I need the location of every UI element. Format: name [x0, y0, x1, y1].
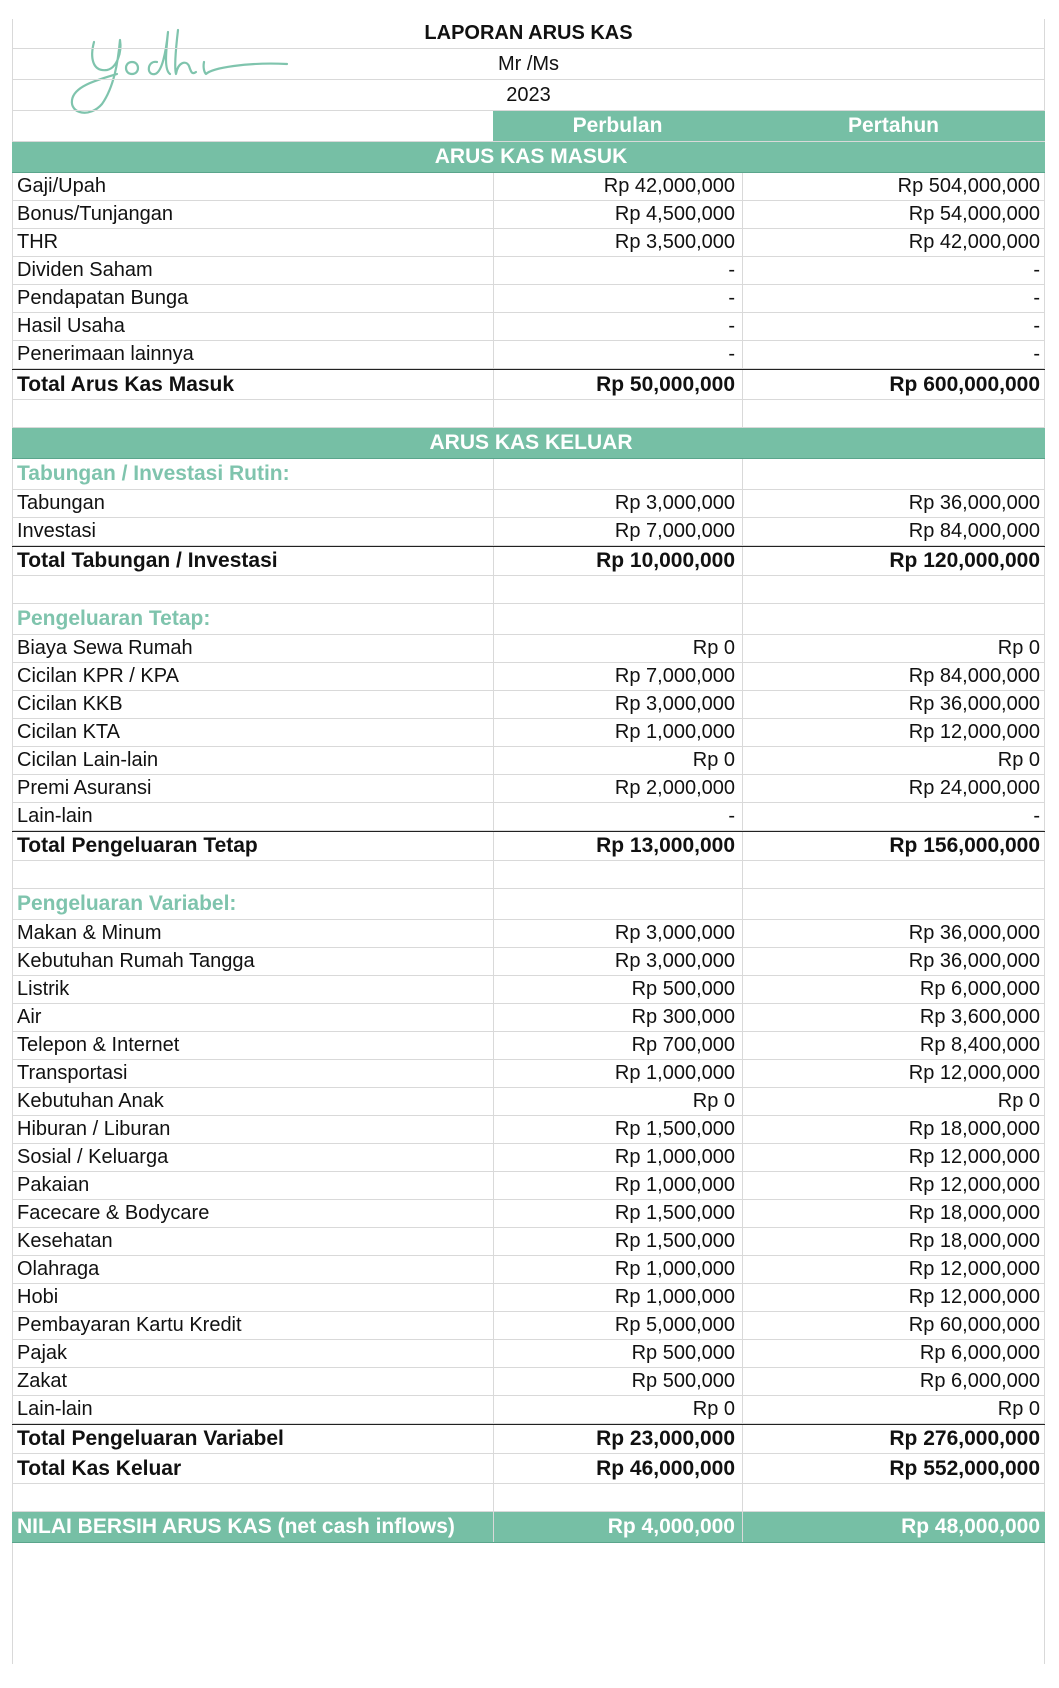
- row-year-value: -: [1033, 805, 1040, 827]
- row-year-value: Rp 36,000,000: [908, 950, 1040, 972]
- table-row: [12, 976, 1045, 1004]
- row-year-value: Rp 8,400,000: [919, 1034, 1040, 1056]
- row-year-value: -: [1033, 315, 1040, 337]
- net-cash-flow-row: [12, 1512, 1045, 1543]
- table-row: [12, 1396, 1045, 1424]
- table-row: [12, 1200, 1045, 1228]
- table-row: [12, 691, 1045, 719]
- report-year: 2023: [506, 83, 551, 106]
- section-header-outflow: [12, 428, 1045, 459]
- row-label: Investasi: [17, 520, 96, 542]
- row-month-value: Rp 0: [692, 637, 735, 659]
- column-divider: [493, 459, 494, 489]
- row-year-value: Rp 42,000,000: [908, 231, 1040, 253]
- total-row-inflow: [12, 369, 1045, 400]
- row-year-value: Rp 0: [997, 749, 1040, 771]
- row-year-value: Rp 12,000,000: [908, 721, 1040, 743]
- subsection-title-savings: Tabungan / Investasi Rutin:: [17, 462, 290, 485]
- subsection-variable: [12, 889, 1045, 920]
- row-month-value: Rp 50,000,000: [596, 372, 735, 396]
- table-row: [12, 313, 1045, 341]
- table-row: [12, 1144, 1045, 1172]
- column-divider: [493, 576, 494, 603]
- report-title-row: [12, 19, 1045, 49]
- row-label: Cicilan Lain-lain: [17, 749, 159, 771]
- row-label: Sosial / Keluarga: [17, 1146, 169, 1168]
- row-month-value: Rp 0: [692, 1398, 735, 1420]
- column-header-row: [12, 111, 1045, 142]
- row-label: Bonus/Tunjangan: [17, 203, 174, 225]
- table-row: [12, 635, 1045, 663]
- row-year-value: Rp 18,000,000: [908, 1202, 1040, 1224]
- column-header-month: Perbulan: [493, 111, 742, 141]
- row-month-value: -: [728, 287, 735, 309]
- row-month-value: Rp 1,000,000: [614, 1146, 735, 1168]
- report-title: LAPORAN ARUS KAS: [424, 22, 633, 44]
- row-month-value: Rp 10,000,000: [596, 549, 735, 572]
- row-year-value: Rp 36,000,000: [908, 492, 1040, 514]
- table-row: [12, 257, 1045, 285]
- row-year-value: Rp 120,000,000: [889, 549, 1040, 572]
- net-year-value: Rp 48,000,000: [901, 1515, 1040, 1538]
- row-month-value: Rp 46,000,000: [596, 1456, 735, 1480]
- report-year-row: [12, 80, 1045, 111]
- column-divider: [493, 889, 494, 919]
- net-label: NILAI BERSIH ARUS KAS (net cash inflows): [17, 1515, 455, 1538]
- row-year-value: Rp 24,000,000: [908, 777, 1040, 799]
- row-month-value: Rp 0: [692, 1090, 735, 1112]
- row-month-value: Rp 300,000: [631, 1006, 735, 1028]
- table-row: [12, 663, 1045, 691]
- row-label: Total Pengeluaran Variabel: [17, 1427, 284, 1450]
- row-month-value: Rp 3,000,000: [614, 950, 735, 972]
- row-month-value: Rp 7,000,000: [614, 520, 735, 542]
- row-label: THR: [17, 231, 59, 253]
- row-month-value: Rp 2,000,000: [614, 777, 735, 799]
- row-month-value: -: [728, 343, 735, 365]
- blank-row: [12, 1484, 1045, 1512]
- row-label: Cicilan KTA: [17, 721, 120, 743]
- total-row-outflow: [12, 1454, 1045, 1484]
- row-year-value: -: [1033, 259, 1040, 281]
- row-year-value: Rp 54,000,000: [908, 203, 1040, 225]
- total-row-fixed: [12, 831, 1045, 861]
- row-year-value: Rp 156,000,000: [889, 834, 1040, 857]
- row-month-value: Rp 500,000: [631, 978, 735, 1000]
- row-year-value: Rp 84,000,000: [908, 665, 1040, 687]
- row-label: Biaya Sewa Rumah: [17, 637, 193, 659]
- row-label: Cicilan KKB: [17, 693, 123, 715]
- row-year-value: -: [1033, 287, 1040, 309]
- subsection-title-fixed: Pengeluaran Tetap:: [17, 607, 211, 630]
- row-label: Cicilan KPR / KPA: [17, 665, 179, 687]
- subsection-savings: [12, 459, 1045, 490]
- row-month-value: Rp 500,000: [631, 1370, 735, 1392]
- column-header-year: Pertahun: [742, 111, 1045, 141]
- row-month-value: Rp 0: [692, 749, 735, 771]
- row-label: Total Arus Kas Masuk: [17, 372, 235, 396]
- column-divider: [493, 604, 494, 634]
- column-divider: [742, 604, 743, 634]
- column-divider: [742, 576, 743, 603]
- row-label: Transportasi: [17, 1062, 128, 1084]
- row-label: Pembayaran Kartu Kredit: [17, 1314, 242, 1336]
- table-row: [12, 1256, 1045, 1284]
- row-label: Telepon & Internet: [17, 1034, 180, 1056]
- row-label: Kesehatan: [17, 1230, 113, 1252]
- table-row: [12, 803, 1045, 831]
- row-year-value: Rp 36,000,000: [908, 922, 1040, 944]
- report-name: Mr /Ms: [497, 52, 560, 75]
- table-row: [12, 173, 1045, 201]
- row-year-value: Rp 36,000,000: [908, 693, 1040, 715]
- row-year-value: Rp 6,000,000: [919, 1342, 1040, 1364]
- row-year-value: Rp 0: [997, 1398, 1040, 1420]
- row-month-value: Rp 3,000,000: [614, 693, 735, 715]
- row-year-value: Rp 6,000,000: [919, 1370, 1040, 1392]
- row-month-value: Rp 3,500,000: [614, 231, 735, 253]
- column-divider: [493, 400, 494, 427]
- row-month-value: Rp 1,000,000: [614, 721, 735, 743]
- row-year-value: -: [1033, 343, 1040, 365]
- row-year-value: Rp 12,000,000: [908, 1286, 1040, 1308]
- row-month-value: Rp 3,000,000: [614, 922, 735, 944]
- row-label: Dividen Saham: [17, 259, 153, 281]
- section-header-inflow: [12, 142, 1045, 173]
- column-divider: [742, 1484, 743, 1511]
- row-label: Pajak: [17, 1342, 68, 1364]
- table-row: [12, 920, 1045, 948]
- row-month-value: Rp 5,000,000: [614, 1314, 735, 1336]
- column-divider: [493, 861, 494, 888]
- row-label: Kebutuhan Anak: [17, 1090, 164, 1112]
- row-month-value: -: [728, 259, 735, 281]
- row-month-value: Rp 1,500,000: [614, 1118, 735, 1140]
- row-label: Makan & Minum: [17, 922, 162, 944]
- row-month-value: Rp 1,000,000: [614, 1286, 735, 1308]
- table-row: [12, 1088, 1045, 1116]
- row-month-value: Rp 1,500,000: [614, 1202, 735, 1224]
- row-month-value: Rp 700,000: [631, 1034, 735, 1056]
- table-row: [12, 1284, 1045, 1312]
- row-month-value: Rp 500,000: [631, 1342, 735, 1364]
- row-label: Total Kas Keluar: [17, 1456, 182, 1480]
- row-year-value: Rp 0: [997, 1090, 1040, 1112]
- table-row: [12, 1228, 1045, 1256]
- row-year-value: Rp 18,000,000: [908, 1118, 1040, 1140]
- row-year-value: Rp 0: [997, 637, 1040, 659]
- row-label: Facecare & Bodycare: [17, 1202, 210, 1224]
- row-label: Air: [17, 1006, 42, 1028]
- total-row-variable: [12, 1424, 1045, 1454]
- table-row: [12, 201, 1045, 229]
- blank-row: [12, 400, 1045, 428]
- row-label: Tabungan: [17, 492, 105, 514]
- table-row: [12, 285, 1045, 313]
- row-label: Hobi: [17, 1286, 59, 1308]
- row-month-value: Rp 13,000,000: [596, 834, 735, 857]
- net-month-value: Rp 4,000,000: [607, 1515, 735, 1538]
- total-row-savings: [12, 546, 1045, 576]
- subsection-title-variable: Pengeluaran Variabel:: [17, 892, 237, 915]
- row-year-value: Rp 12,000,000: [908, 1174, 1040, 1196]
- table-row: [12, 719, 1045, 747]
- table-row: [12, 1340, 1045, 1368]
- row-year-value: Rp 84,000,000: [908, 520, 1040, 542]
- row-year-value: Rp 18,000,000: [908, 1230, 1040, 1252]
- section-title-inflow: ARUS KAS MASUK: [434, 145, 628, 168]
- table-row: [12, 1368, 1045, 1396]
- row-month-value: Rp 1,000,000: [614, 1174, 735, 1196]
- row-year-value: Rp 552,000,000: [889, 1456, 1040, 1480]
- row-year-value: Rp 276,000,000: [889, 1427, 1040, 1450]
- row-label: Total Pengeluaran Tetap: [17, 834, 258, 857]
- column-divider: [742, 861, 743, 888]
- row-label: Penerimaan lainnya: [17, 343, 194, 365]
- row-label: Lain-lain: [17, 805, 93, 827]
- row-label: Total Tabungan / Investasi: [17, 549, 278, 572]
- row-label: Listrik: [17, 978, 70, 1000]
- table-row: [12, 1060, 1045, 1088]
- row-month-value: Rp 1,000,000: [614, 1062, 735, 1084]
- row-year-value: Rp 6,000,000: [919, 978, 1040, 1000]
- row-year-value: Rp 504,000,000: [897, 175, 1040, 197]
- row-label: Lain-lain: [17, 1398, 93, 1420]
- table-row: [12, 1312, 1045, 1340]
- table-row: [12, 1116, 1045, 1144]
- table-row: [12, 518, 1045, 546]
- column-divider: [493, 1484, 494, 1511]
- row-year-value: Rp 12,000,000: [908, 1062, 1040, 1084]
- column-divider: [742, 400, 743, 427]
- row-label: Premi Asuransi: [17, 777, 152, 799]
- table-row: [12, 229, 1045, 257]
- row-month-value: Rp 3,000,000: [614, 492, 735, 514]
- column-divider: [742, 889, 743, 919]
- row-month-value: Rp 7,000,000: [614, 665, 735, 687]
- table-row: [12, 1172, 1045, 1200]
- row-label: Pendapatan Bunga: [17, 287, 189, 309]
- row-label: Kebutuhan Rumah Tangga: [17, 950, 255, 972]
- blank-row: [12, 576, 1045, 604]
- table-row: [12, 775, 1045, 803]
- table-row: [12, 747, 1045, 775]
- report-name-row: [12, 49, 1045, 80]
- row-year-value: Rp 12,000,000: [908, 1146, 1040, 1168]
- blank-row: [12, 861, 1045, 889]
- row-month-value: Rp 1,500,000: [614, 1230, 735, 1252]
- row-label: Pakaian: [17, 1174, 90, 1196]
- row-label: Gaji/Upah: [17, 175, 106, 197]
- column-divider: [742, 459, 743, 489]
- row-year-value: Rp 12,000,000: [908, 1258, 1040, 1280]
- row-month-value: Rp 4,500,000: [614, 203, 735, 225]
- table-row: [12, 1004, 1045, 1032]
- row-label: Hasil Usaha: [17, 315, 125, 337]
- section-title-outflow: ARUS KAS KELUAR: [429, 431, 633, 454]
- row-month-value: Rp 42,000,000: [603, 175, 735, 197]
- table-row: [12, 1032, 1045, 1060]
- row-month-value: Rp 23,000,000: [596, 1427, 735, 1450]
- row-year-value: Rp 60,000,000: [908, 1314, 1040, 1336]
- row-month-value: -: [728, 315, 735, 337]
- table-row: [12, 341, 1045, 369]
- row-label: Olahraga: [17, 1258, 100, 1280]
- row-month-value: -: [728, 805, 735, 827]
- row-year-value: Rp 600,000,000: [889, 372, 1040, 396]
- row-label: Zakat: [17, 1370, 68, 1392]
- table-row: [12, 948, 1045, 976]
- subsection-fixed: [12, 604, 1045, 635]
- row-year-value: Rp 3,600,000: [919, 1006, 1040, 1028]
- row-month-value: Rp 1,000,000: [614, 1258, 735, 1280]
- table-row: [12, 490, 1045, 518]
- row-label: Hiburan / Liburan: [17, 1118, 171, 1140]
